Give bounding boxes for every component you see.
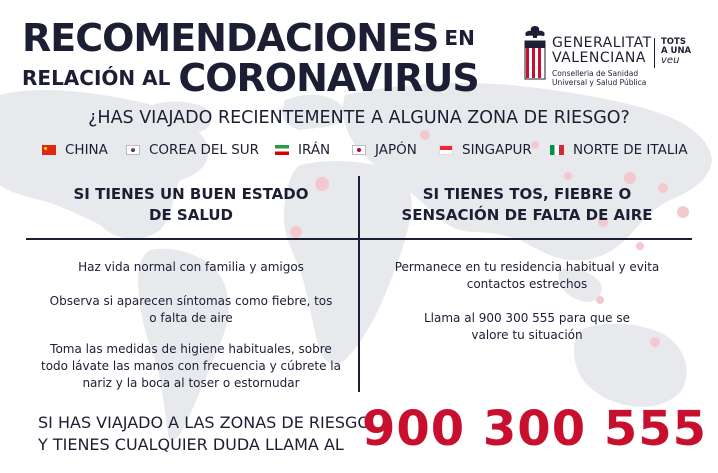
country-item-iran: IRÁN: [275, 141, 330, 159]
singapore-flag-icon: [439, 145, 453, 155]
logo-separator: [654, 38, 655, 68]
title-relacion-al: RELACIÓN AL: [22, 66, 171, 90]
bat-emblem-icon: [522, 24, 548, 82]
country-item-china: CHINA: [42, 141, 108, 159]
footer-call-to-action: SI HAS VIAJADO A LAS ZONAS DE RIESGO Y TIENES CUALQUIER DUDA LLAMA AL: [38, 413, 370, 454]
left-advice-2: Observa si aparecen síntomas como fiebre, tos o falta de aire: [49, 294, 333, 325]
country-item-norte-de-italia: NORTE DE ITALIA: [550, 141, 688, 159]
left-advice-1: Haz vida normal con familia y amigos: [78, 260, 304, 274]
logo-slogan: TOTS A UNA veu: [661, 37, 692, 66]
title-line-2: [22, 58, 479, 106]
left-advice-3: Toma las medidas de higiene habituales, sobre todo lávate las manos con frecuencia y cúbrete la nariz y la boca al toser o estornudar: [41, 342, 341, 390]
title-line-1: [22, 18, 475, 58]
generalitat-logo: [522, 24, 712, 94]
right-advice-2: Llama al 900 300 555 para que se valore tu situación: [423, 311, 630, 342]
right-column-heading: SI TIENES TOS, FIEBRE O SENSACIÓN DE FALTA DE AIRE: [401, 185, 653, 224]
right-advice-1: Permanece en tu residencia habitual y evita contactos estrechos: [394, 260, 660, 291]
country-list: [42, 141, 688, 159]
china-flag-icon: [42, 145, 56, 155]
south-korea-flag-icon: [126, 145, 140, 155]
country-item-corea-del-sur: COREA DEL SUR: [126, 141, 259, 159]
logo-department: Conselleria de Sanidad Universal y Salud Pública: [552, 69, 647, 87]
left-column-heading: SI TIENES UN BUEN ESTADO DE SALUD: [73, 185, 309, 224]
country-item-singapur: SINGAPUR: [439, 141, 532, 159]
column-divider-horizontal: [26, 238, 692, 240]
country-item-japon: JAPÓN: [352, 141, 417, 159]
title-en: EN: [444, 26, 475, 50]
title-recomendaciones: RECOMENDACIONES: [22, 16, 439, 60]
helpline-phone-number[interactable]: 900 300 555: [362, 401, 708, 457]
japan-flag-icon: [352, 145, 366, 155]
logo-name: GENERALITAT VALENCIANA: [552, 35, 652, 66]
title-coronavirus: CORONAVIRUS: [178, 56, 479, 100]
italy-flag-icon: [550, 145, 564, 155]
risk-zone-question: ¿HAS VIAJADO RECIENTEMENTE A ALGUNA ZONA DE RIESGO?: [88, 108, 630, 128]
iran-flag-icon: [275, 145, 289, 155]
column-divider-vertical: [358, 176, 360, 392]
